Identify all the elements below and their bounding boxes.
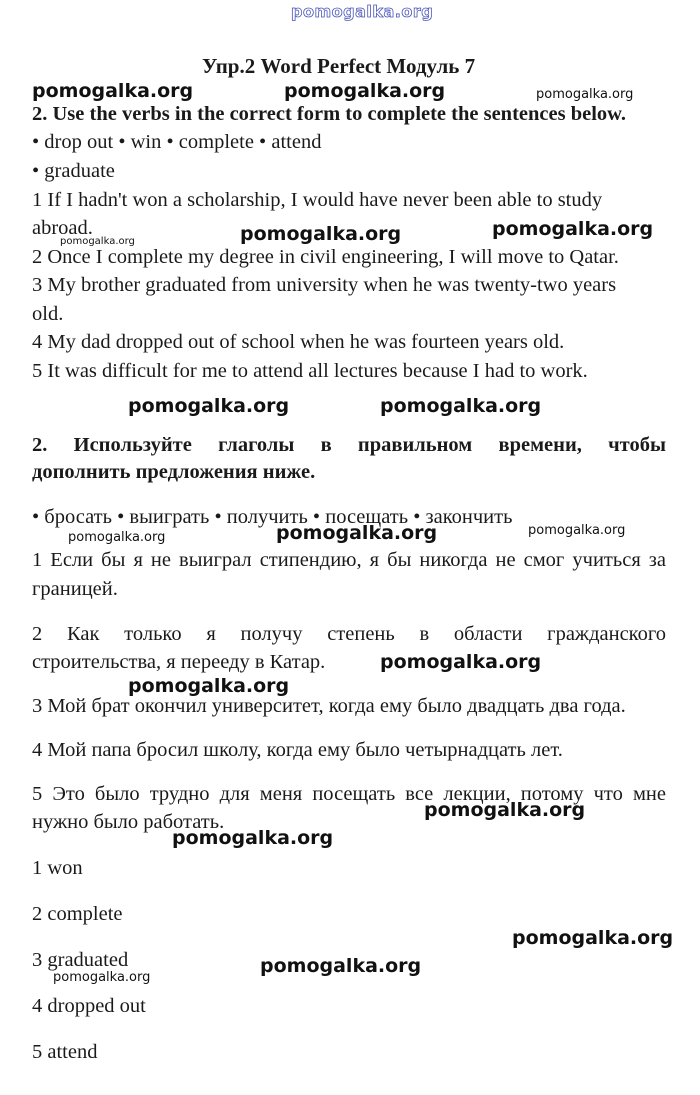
english-verbs-line2: • graduate (32, 160, 115, 182)
watermark: pomogalka.org (128, 395, 290, 417)
watermark: pomogalka.org (380, 395, 542, 417)
watermark: pomogalka.org (284, 80, 446, 102)
watermark: pomogalka.org (260, 955, 422, 977)
russian-sentence-1-line1: 1 Если бы я не выиграл стипендию, я бы никогда не смог учиться за (32, 549, 666, 571)
english-verbs-line1: • drop out • win • complete • attend (32, 131, 322, 153)
watermark: pomogalka.org (424, 799, 586, 821)
answer-4: 4 dropped out (32, 995, 146, 1017)
watermark: pomogalka.org (492, 218, 654, 240)
english-sentence-1-line1: 1 If I hadn't won a scholarship, I would have never been able to study (32, 189, 603, 211)
watermark: pomogalka.org (53, 970, 151, 985)
watermark: pomogalka.org (128, 675, 290, 697)
russian-task-line2: дополнить предложения ниже. (32, 461, 316, 483)
russian-verbs: • бросать • выиграть • получить • посещать • закончить (32, 506, 513, 528)
english-sentence-3-line2: old. (32, 303, 64, 325)
watermark: pomogalka.org (32, 80, 194, 102)
watermark: pomogalka.org (172, 827, 334, 849)
english-task: 2. Use the verbs in the correct form to complete the sentences below. (32, 103, 626, 125)
english-sentence-1-line2: abroad. (32, 217, 93, 239)
watermark: pomogalka.org (512, 927, 674, 949)
english-sentence-3-line1: 3 My brother graduated from university when he was twenty-two years (32, 274, 617, 296)
russian-sentence-5-line2: нужно было работать. (32, 811, 225, 833)
russian-sentence-1-line2: границей. (32, 578, 118, 600)
english-sentence-2: 2 Once I complete my degree in civil engineering, I will move to Qatar. (32, 246, 619, 268)
russian-sentence-3: 3 Мой брат окончил университет, когда ему было двадцать два года. (32, 695, 626, 717)
russian-sentence-2-line1: 2 Как только я получу степень в области гражданского (32, 623, 666, 645)
russian-sentence-2-line2: строительства, я перееду в Катар. (32, 651, 326, 673)
watermark: pomogalka.org (240, 223, 402, 245)
exercise-title: Упр.2 Word Perfect Модуль 7 (202, 54, 476, 78)
english-sentence-4: 4 My dad dropped out of school when he was fourteen years old. (32, 331, 565, 353)
answer-2: 2 complete (32, 903, 123, 925)
answer-1: 1 won (32, 857, 83, 879)
watermark: pomogalka.org (276, 522, 438, 544)
russian-sentence-5-line1: 5 Это было трудно для меня посещать все лекции, потому что мне (32, 783, 666, 805)
answer-5: 5 attend (32, 1041, 98, 1063)
russian-sentence-4: 4 Мой папа бросил школу, когда ему было четырнадцать лет. (32, 739, 563, 761)
russian-task-line1: 2. Используйте глаголы в правильном времени, чтобы (32, 434, 666, 456)
watermark: pomogalka.org (60, 236, 135, 247)
watermark: pomogalka.org (528, 523, 626, 538)
header-watermark: pomogalka.org (291, 2, 434, 21)
watermark: pomogalka.org (536, 87, 634, 102)
answer-3: 3 graduated (32, 949, 129, 971)
english-sentence-5: 5 It was difficult for me to attend all lectures because I had to work. (32, 360, 588, 382)
watermark: pomogalka.org (68, 530, 166, 545)
watermark: pomogalka.org (380, 651, 542, 673)
